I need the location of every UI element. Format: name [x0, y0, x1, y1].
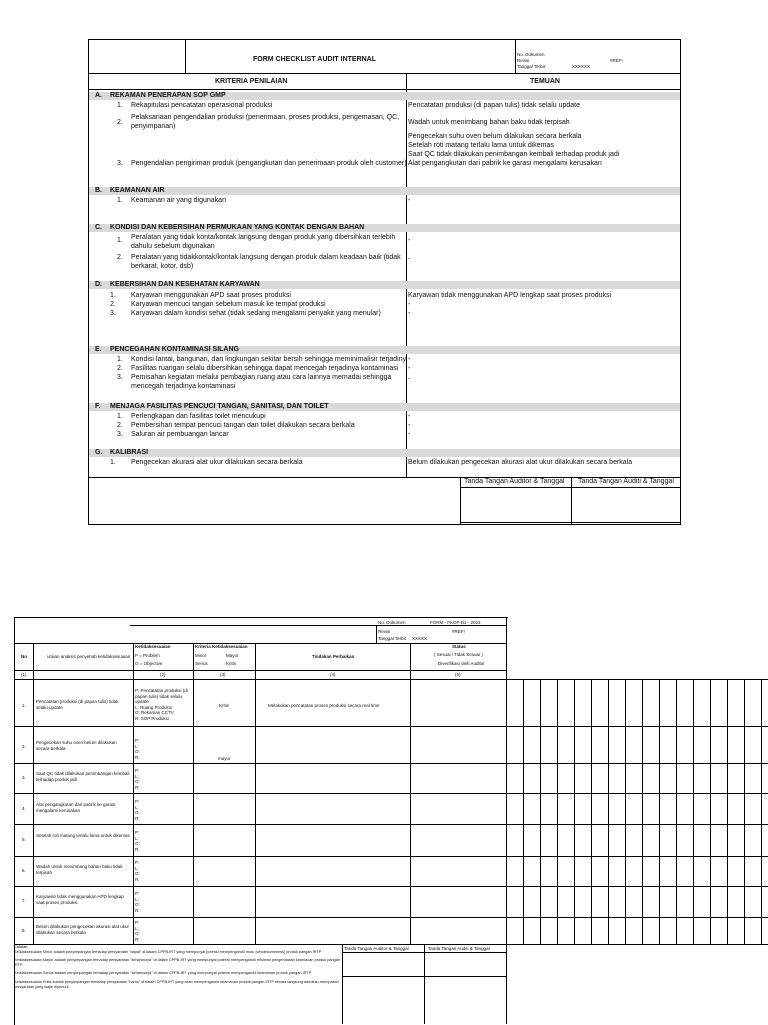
colnum-5: (5): [455, 672, 461, 677]
section-a-title: REKAMAN PENERAPAN SOP GMP: [110, 92, 226, 99]
issue-date-label-2: Tanggal Terbit: [378, 636, 406, 641]
temuan-e2: -: [408, 365, 411, 372]
section-f-title: MENJAGA FASILITAS PENCUCI TANGAN, SANITASI, DAN TOILET: [110, 403, 329, 410]
header-uraian: uraian analisis penyebab ketidaksesuaian: [47, 654, 131, 659]
row-1-tindakan: Melakukan pencatatan proses produksi secara real time: [268, 703, 380, 708]
header-ketidak-p: P = Problem: [135, 653, 160, 658]
catatan-serius: Ketidaksesuaian Serius adalah penyimpangan terhadap persyaratan "seharusnya" di dalam CPPB-IRT yang mempunyai potensi mempengaruhi keamanan produk pangan IRTP: [14, 971, 312, 976]
header-kriteria: Kriteria Ketidaksesuaian: [195, 644, 248, 649]
temuan-b1: -: [408, 197, 411, 204]
doc-number-label-2: No. Dokumen: [378, 620, 406, 625]
temuan-f3: -: [408, 431, 411, 438]
colnum-2: (2): [160, 672, 166, 677]
col-kriteria-header: KRITERIA PENILAIAN: [215, 78, 288, 85]
issue-date-value: XXXXXX: [572, 64, 591, 69]
sign-auditor-field-2[interactable]: [343, 953, 423, 975]
header-minor: Minor: [195, 653, 207, 658]
sign-auditi-label-2: Tanda Tangan Auditi & Tanggal: [428, 946, 490, 951]
row-2-kriteria: mayor: [218, 756, 231, 761]
form-title: FORM CHECKLIST AUDIT INTERNAL: [253, 56, 377, 63]
section-g-letter: G.: [95, 449, 103, 456]
colnum-1: (1): [21, 672, 27, 677]
revision-label-2: Revisi: [378, 629, 391, 634]
temuan-c1: -: [408, 237, 411, 244]
row-4-ketidak: P: L: O: R:: [135, 799, 140, 821]
item-a3: Pengendalian pengiriman produk (pengangkutan dan penerimaan produk oleh customer): [131, 160, 407, 167]
catatan-minor: Ketidaksesuaian Minor adalah penyimpangan terhadap persyaratan "dapat" di dalam CPPB-IRT yang mempunyai potensi mempengaruhi mutu (wholesomeness) produk pangan IRTP: [14, 949, 322, 954]
doc-code: FORM - FKOP-B1 - 2023: [430, 620, 481, 625]
row-3-uraian: Saat QC tidak dilakukan penimbangan kembali terhadap produk jadi: [36, 771, 130, 782]
section-e-letter: E.: [95, 346, 102, 353]
row-3-ketidak: P: L: O: R:: [135, 768, 140, 790]
section-b-title: KEAMANAN AIR: [110, 187, 165, 194]
ref-value: #REF!: [610, 58, 623, 63]
doc-number-label: No. Dokumen: [517, 52, 545, 57]
section-g-band: [89, 449, 680, 457]
item-a1: Rekapitulasi pencatatan operasional produksi: [131, 102, 273, 109]
ref-value-2: #REF!: [452, 629, 465, 634]
item-e2: Fasilitas ruangan selalu dibersihkan sehingga dapat mencegah terjadinya kontaminasi: [131, 365, 399, 372]
temuan-f1: -: [408, 413, 411, 420]
section-d-letter: D.: [95, 281, 102, 288]
temuan-c2: -: [408, 256, 411, 263]
logo-cell-divider: [185, 39, 186, 73]
issue-date-label: Tanggal Terbit: [517, 64, 545, 69]
header-tindakan: Tindakan Perbaikan: [312, 654, 355, 659]
colnum-3: (3): [220, 672, 226, 677]
header-ketidaksesuaian: Ketidaksesuaian: [135, 644, 171, 649]
sign-auditi-field-2[interactable]: [425, 953, 505, 975]
header-no: No: [21, 654, 27, 659]
row-1-uraian: Pencatatan produksi (di papan tulis) tidak selalu update: [36, 699, 119, 710]
temuan-a3b: Setelah roti matang terlalu lama untuk dikemas: [408, 142, 554, 149]
section-b-band: [89, 187, 680, 195]
item-c2: Peralatan yang tidakkontak/kontak langsung dengan produk dalam keadaan baik (tidak berkarat, kotor, dsb): [131, 254, 401, 270]
sign-auditor-label: Tanda Tangan Auditor & Tanggal: [464, 478, 565, 485]
temuan-a3a: Pengecekan suhu oven belum dilakukan secara berkala: [408, 133, 582, 140]
section-d-title: KEBERSIHAN DAN KESEHATAN KARYAWAN: [110, 281, 260, 288]
row-8-no: 8.: [22, 928, 26, 933]
item-f2: Pembersihan tempat pencuci tangan dan toilet dilakukan secara berkala: [131, 422, 355, 429]
item-b1: Keamanan air yang digunakan: [131, 197, 226, 204]
catatan-block: [14, 945, 340, 1024]
header-mayor: Mayor: [226, 653, 239, 658]
catatan-title: Catatan:: [14, 945, 29, 949]
section-f-letter: F.: [95, 403, 101, 410]
row-7-no: 7.: [22, 898, 26, 903]
row-6-no: 6.: [22, 868, 26, 873]
row-7-ketidak: P: L: O: R:: [135, 891, 140, 913]
temuan-e3: -: [408, 376, 411, 383]
issue-date-value-2: XXXXX: [412, 636, 428, 641]
colnum-4: (4): [330, 672, 336, 677]
temuan-e1: -: [408, 356, 411, 363]
temuan-f2: -: [408, 422, 411, 429]
row-1-ketidak: P: Pencatatan produksi (di papan tulis) tidak selalu update L: Ruang Produksi O: Rekaman CCTV R: SOP Produksi: [135, 688, 188, 721]
section-e-title: PENCEGAHAN KONTAMINASI SILANG: [110, 346, 239, 353]
catatan-mayor: Ketidaksesuaian Mayor adalah penyimpangan terhadap persyaratan "seharusnya" di dalam CPPB-IRT yang mempunyai potensi mempengaruhi efisiensi pengendalian keamanan produk pangan IRTP: [14, 958, 340, 967]
temuan-a1: Pencatatan produksi (di papan tulis) tidak selalu update: [408, 102, 580, 109]
doc-info-divider: [515, 39, 516, 73]
row-2-no: 2.: [22, 744, 26, 749]
item-g1: Pengecekan akurasi alat ukur dilakukan secara berkala: [131, 459, 303, 466]
header-status: Status: [452, 644, 466, 649]
temuan-d2: -: [408, 301, 411, 308]
row-5-uraian: Setelah roti matang terlalu lama untuk dikemas: [36, 833, 130, 838]
row-7-uraian: Karyawan tidak menggunakan APD lengkap saat proses produksi: [36, 894, 124, 905]
section-c-letter: C.: [95, 224, 102, 231]
row-8-uraian: Belum dilakukan pengecekan akurasi alat ukur dilakukan secara berkala: [36, 924, 130, 935]
item-e1: Kondisi lantai, bangunan, dan lingkungan sekitar bersih sehingga meminimalisir terjadiny: [131, 356, 407, 363]
section-c-title: KONDISI DAN KEBERSIHAN PERMUKAAN YANG KONTAK DENGAN BAHAN: [110, 224, 365, 231]
sign-auditi-label: Tanda Tangan Auditi & Tanggal: [578, 478, 674, 485]
col-temuan-header: TEMUAN: [530, 78, 560, 85]
section-a-letter: A.: [95, 92, 102, 99]
temuan-d1: Karyawan tidak menggunakan APD lengkap saat proses produksi: [408, 292, 612, 299]
catatan-kritis: Ketidaksesuaian Kritis adalah penyimpangan terhadap persyaratan "harus" di dalam CPPB-IRT yang akan mempengaruhi keamanan produk pangan IRTP secara langsung dan/atau merupakan persyaratan yang wajib dipenuhi.: [14, 979, 339, 989]
row-6-uraian: Wadah untuk menimbang bahan baku tidak terpisah: [36, 864, 123, 875]
item-d2: Karyawan mencuci tangan sebelum masuk ke tempat produksi: [131, 301, 326, 308]
row-1-kriteria: Kritis: [219, 703, 229, 708]
item-d3: Karyawan dalam kondisi sehat (tidak sedang mengalami penyakit yang menular): [131, 310, 381, 317]
item-d1: Karyawan menggunakan APD saat proses produksi: [131, 292, 291, 299]
header-kritis: Kritis: [226, 661, 236, 666]
temuan-a3d: Alat pengangkutan dari pabrik ke garasi mengalami kerusakan: [408, 160, 602, 167]
row-4-no: 4.: [22, 806, 26, 811]
revision-label: Revisi: [517, 58, 530, 63]
temuan-g1: Belum dilakukan pengecekan akurasi alat ukur dilakukan secara berkala: [408, 459, 633, 466]
row-5-no: 5.: [22, 837, 26, 842]
row-1-no: 1.: [22, 703, 26, 708]
row-8-ketidak: P: L: O: R:: [135, 920, 140, 942]
item-e3: Pemisahan kegiatan melalui pembagian ruang atau cara lainnya memadai sehingga mencegah terjadinya kontaminasi: [131, 374, 392, 390]
row-2-ketidak: P: L: O: R:: [135, 738, 140, 760]
row-2-uraian: Pengecekan suhu oven belum dilakukan secara berkala: [36, 740, 117, 751]
item-f1: Perlengkapan dan fasilitas toilet mencukupi: [131, 413, 266, 420]
sign-auditor-label-2: Tanda Tangan Auditor & Tanggal: [344, 946, 409, 951]
header-serius: Serius: [195, 661, 208, 666]
section-g-title: KALIBRASI: [110, 449, 149, 456]
item-c1: Peralatan yang tidak konta/kontak langsung dengan produk yang dibersihkan terlebih dahulu sebelum digunakan: [131, 234, 396, 250]
section-b-letter: B.: [95, 187, 102, 194]
row-6-ketidak: P: L: O: R:: [135, 860, 140, 882]
temuan-a2: Wadah untuk menimbang bahan baku tidak terpisah: [408, 119, 570, 126]
header-ketidak-o: O = Objective: [135, 661, 163, 666]
row-4-uraian: Alat pengangkutan dari pabrik ke garasi mengalami kerusakan: [36, 802, 116, 813]
row-5-ketidak: P: L: O: R:: [135, 830, 140, 852]
header-status-sub: ( Sesuai / Tidak Sesuai ): [434, 652, 483, 657]
temuan-a3c: Saat QC tidak dilakukan penimbangan kembali terhadap produk jadi: [408, 151, 620, 158]
row-3-no: 3.: [22, 775, 26, 780]
item-a2: Pelaksanaan pengendalian produksi (penerimaan, proses produksi, pengemasan, QC, penyimpanan): [131, 114, 400, 130]
sign-auditi-field[interactable]: [572, 488, 680, 521]
sign-auditor-field[interactable]: [461, 488, 570, 521]
item-f3: Saluran air pembuangan lancar: [131, 431, 229, 438]
temuan-d3: -: [408, 310, 411, 317]
header-status-verified: Diverifikasi oleh Auditor: [438, 661, 485, 666]
